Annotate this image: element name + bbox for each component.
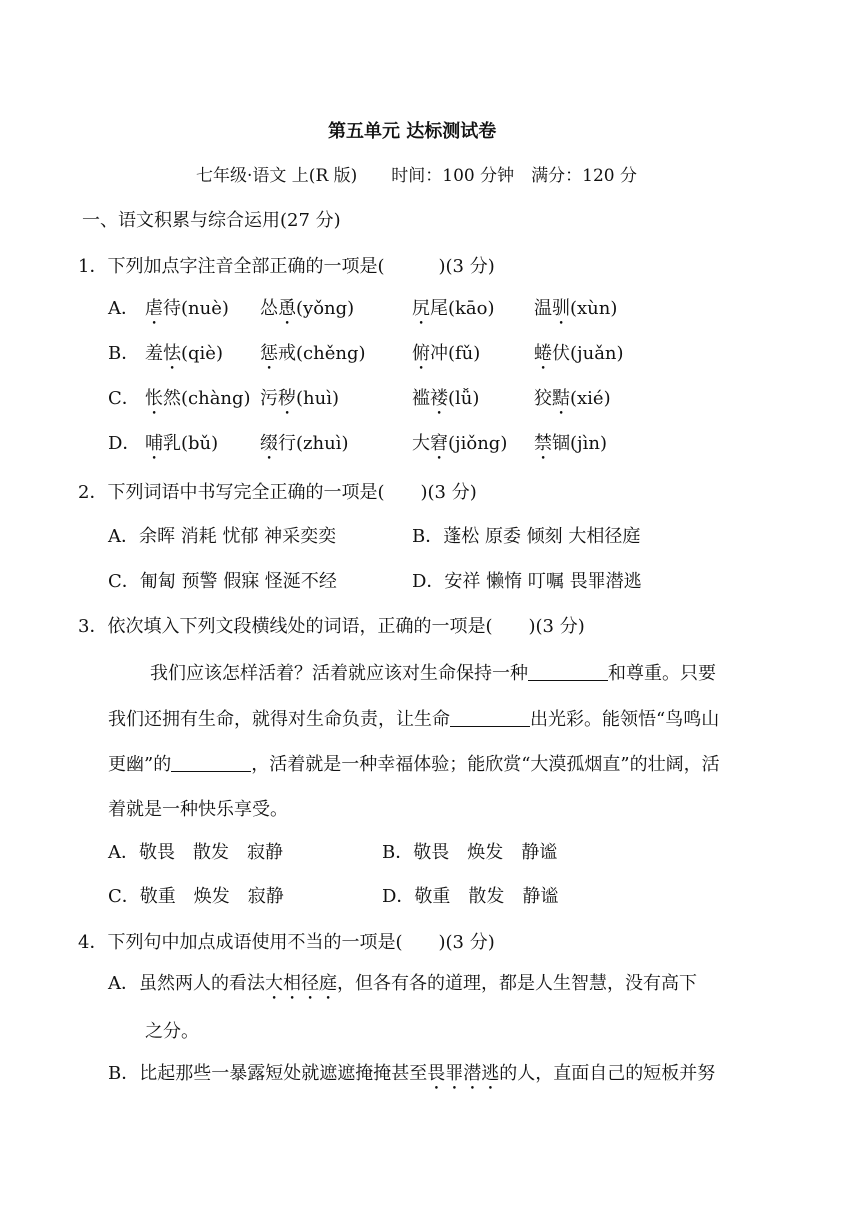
option-word: 狡黠(xié) (534, 388, 611, 409)
question-4-option-b: B．比起那些一暴露短处就遮遮掩掩甚至畏罪潜逃的人，直面自己的短板并努 (108, 1063, 716, 1084)
option-word: 羞怯(qiè) (145, 343, 223, 364)
passage-line: 着就是一种快乐享受。 (108, 799, 288, 820)
question-2-option-b: B．蓬松 原委 倾刻 大相径庭 (412, 526, 641, 547)
option-word: 温驯(xùn) (534, 298, 618, 319)
option-word: 虐待(nuè) (145, 298, 229, 319)
question-4-stem: 4．下列句中加点成语使用不当的一项是( )(3 分) (78, 932, 495, 953)
question-3-option-c: C．敬重 焕发 寂静 (108, 886, 284, 907)
option-word: 蜷伏(juǎn) (534, 343, 624, 364)
fill-blank (528, 662, 608, 681)
question-2-stem: 2．下列词语中书写完全正确的一项是( )(3 分) (78, 482, 477, 503)
fill-blank (171, 753, 251, 772)
page-title: 第五单元 达标测试卷 (328, 121, 497, 142)
option-word: 惩戒(chěng) (260, 343, 366, 364)
question-3-option-d: D．敬重 散发 静谧 (382, 886, 559, 907)
option-word: 污秽(huì) (260, 388, 339, 409)
passage-line: 我们还拥有生命，就得对生命负责，让生命 出光彩。能领悟“鸟鸣山 (108, 709, 720, 730)
option-word: 尻尾(kāo) (412, 298, 495, 319)
option-word: 怅然(chàng) (145, 388, 251, 409)
emphasized-idiom: 大相径庭 (265, 973, 337, 994)
exam-meta: 七年级·语文 上(R 版) 时间：100 分钟 满分：120 分 (196, 166, 637, 186)
fill-blank (450, 708, 530, 727)
option-word: 哺乳(bǔ) (145, 433, 219, 454)
question-3-stem: 3．依次填入下列文段横线处的词语，正确的一项是( )(3 分) (78, 616, 585, 637)
question-3-option-a: A．敬畏 散发 寂静 (108, 842, 283, 863)
option-word: 大窘(jiǒng) (412, 433, 508, 454)
emphasized-idiom: 畏罪潜逃 (427, 1063, 500, 1084)
option-label: A． (108, 298, 139, 319)
question-1-stem: 1．下列加点字注音全部正确的一项是( )(3 分) (78, 256, 495, 277)
question-2-option-c: C．匍匐 预警 假寐 怪涎不经 (108, 571, 337, 592)
question-3-option-b: B．敬畏 焕发 静谧 (382, 842, 558, 863)
question-2-option-a: A．余晖 消耗 忧郁 神采奕奕 (108, 526, 337, 547)
option-label: D． (108, 433, 141, 454)
option-word: 俯冲(fǔ) (412, 343, 481, 364)
question-4-option-a: A．虽然两人的看法大相径庭，但各有各的道理，都是人生智慧，没有高下 (108, 973, 697, 994)
section-heading: 一、语文积累与综合运用(27 分) (82, 210, 341, 231)
passage-line: 我们应该怎样活着？活着就应该对生命保持一种 和尊重。只要 (150, 663, 716, 684)
question-2-option-d: D．安祥 懒惰 叮嘱 畏罪潜逃 (412, 571, 642, 592)
option-word: 缀行(zhuì) (260, 433, 349, 454)
passage-line: 更幽”的 ，活着就是一种幸福体验；能欣赏“大漠孤烟直”的壮阔，活 (108, 754, 720, 775)
option-word: 禁锢(jìn) (534, 433, 607, 454)
option-label: B． (108, 343, 140, 364)
question-4-option-a-cont: 之分。 (145, 1021, 199, 1042)
option-word: 怂恿(yǒng) (260, 298, 355, 319)
option-label: C． (108, 388, 140, 409)
option-word: 褴褛(lǚ) (412, 388, 480, 409)
